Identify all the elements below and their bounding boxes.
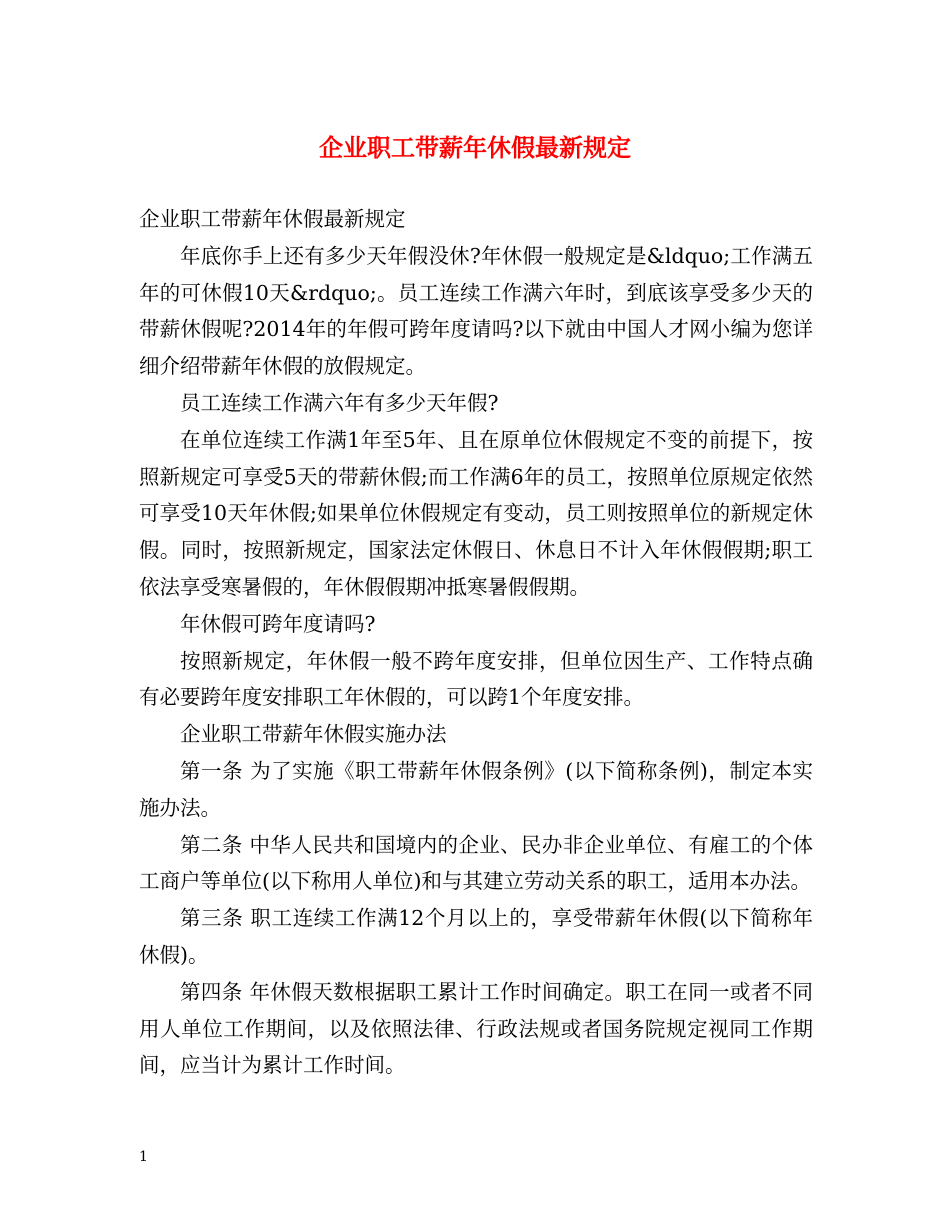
paragraph-question-cross-year: 年休假可跨年度请吗?	[180, 611, 376, 636]
paragraph-answer-cross-year: 按照新规定，年休假一般不跨年度安排，但单位因生产、工作特点确有必要跨年度安排职工年休假的，可以跨1个年度安排。	[139, 648, 813, 710]
paragraph-article-4: 第四条 年休假天数根据职工累计工作时间确定。职工在同一或者不同用人单位工作期间，以及依照法律、行政法规或者国务院规定视同工作期间，应当计为累计工作时间。	[139, 979, 813, 1078]
document-body	[139, 201, 813, 1084]
document-title: 企业职工带薪年休假最新规定	[319, 133, 631, 162]
paragraph-heading: 企业职工带薪年休假最新规定	[139, 207, 406, 231]
paragraph-article-3: 第三条 职工连续工作满12个月以上的，享受带薪年休假(以下简称年休假)。	[139, 906, 813, 967]
paragraph-article-1: 第一条 为了实施《职工带薪年休假条例》(以下简称条例)，制定本实施办法。	[139, 758, 813, 820]
paragraph-article-2: 第二条 中华人民共和国境内的企业、民办非企业单位、有雇工的个体工商户等单位(以下称用人单位)和与其建立劳动关系的职工，适用本办法。	[139, 832, 813, 894]
paragraph-question-six-years: 员工连续工作满六年有多少天年假?	[180, 390, 499, 415]
paragraph-intro: 年底你手上还有多少天年假没休?年休假一般规定是&ldquo;工作满五年的可休假10天&rdquo;。员工连续工作满六年时，到底该享受多少天的带薪休假呢?2014年的年假可跨年度请吗?以下就由中国人才网小编为您详细介绍带薪年休假的放假规定。	[139, 243, 813, 379]
paragraph-answer-six-years: 在单位连续工作满1年至5年、且在原单位休假规定不变的前提下，按照新规定可享受5天的带薪休假;而工作满6年的员工，按照单位原规定依然可享受10天年休假;如果单位休假规定有变动，员工则按照单位的新规定休假。同时，按照新规定，国家法定休假日、休息日不计入年休假假期;职工依法享受寒暑假的，年休假假期冲抵寒暑假假期。	[139, 427, 813, 599]
page-number: 1	[139, 1149, 148, 1165]
paragraph-measures-heading: 企业职工带薪年休假实施办法	[180, 722, 447, 747]
